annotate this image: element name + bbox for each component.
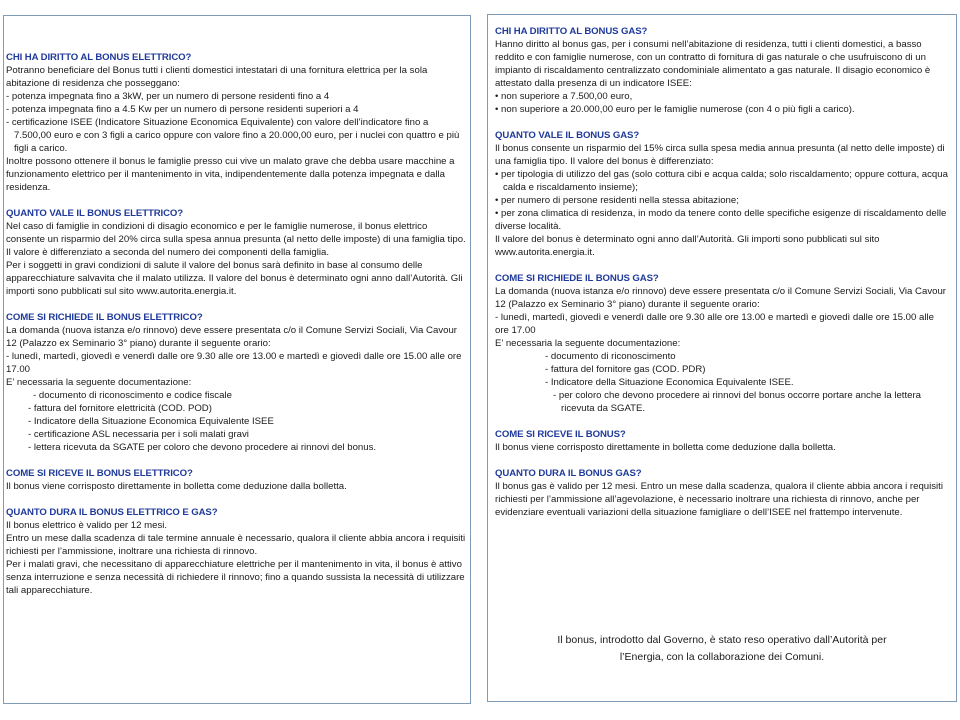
paragraph: Il bonus consente un risparmio del 15% circa sulla spesa media annua presunta (al netto delle imposte) di una famiglia tipo. Il valore del bonus è differenziato: xyxy=(495,143,945,167)
section-duration-gas xyxy=(495,467,948,519)
doc-item: - Indicatore della Situazione Economica Equivalente ISEE xyxy=(28,416,274,427)
left-panel xyxy=(3,15,471,704)
doc-item: - lettera ricevuta da SGATE per coloro che devono procedere ai rinnovi del bonus. xyxy=(28,442,377,453)
section-value-electric xyxy=(6,207,468,298)
heading-duration-gas: QUANTO DURA IL BONUS GAS? xyxy=(495,468,642,479)
section-request-electric xyxy=(6,311,468,454)
list-item: - potenza impegnata fino a 4.5 Kw per un numero di persone residenti superiori a 4 xyxy=(6,104,359,115)
doc-item: - fattura del fornitore elettricità (COD. POD) xyxy=(28,403,212,414)
list-item: - potenza impegnata fino a 3kW, per un numero di persone residenti fino a 4 xyxy=(6,91,330,102)
paragraph: Nel caso di famiglie in condizioni di disagio economico e per le famiglie numerose, il bonus elettrico consente un risparmio del 20% circa sulla spesa annua presunta (al netto delle imposte) di una famiglia tipo. xyxy=(6,221,466,245)
paragraph: Hanno diritto al bonus gas, per i consumi nell’abitazione di residenza, tutti i clienti domestici, a basso reddito e con famiglie numerose, con un contratto di fornitura di gas naturale o che usufruiscono di un impianto di riscaldamento centralizzato condominiale alimentato a gas naturale. Il disagio economico è attestato dalla presenza di un indicatore ISEE: xyxy=(495,39,931,89)
bullet-item: • non superiore a 7.500,00 euro, xyxy=(495,91,633,102)
paragraph: Il bonus gas è valido per 12 mesi. Entro un mese dalla scadenza, qualora il cliente abbia ancora i requisiti richiesti per l’ammissione all’agevolazione, è necessario inoltrare una richiesta di rinnovo, anche per evidenziare eventuali variazioni della situazione famigliare o dell’ISEE nel frattempo intervenute. xyxy=(495,481,943,518)
paragraph: Entro un mese dalla scadenza di tale termine annuale è necessario, qualora il cliente abbia ancora i requisiti richiesti per l’ammissione, inoltrare una richiesta di rinnovo. xyxy=(6,533,466,557)
section-receive-gas xyxy=(495,428,948,454)
heading-request-electric: COME SI RICHIEDE IL BONUS ELETTRICO? xyxy=(6,312,203,323)
doc-item-text: - per coloro che devono procedere ai rinnovi del bonus occorre portare anche la lettera ricevuta da SGATE. xyxy=(553,390,921,414)
paragraph: La domanda (nuova istanza e/o rinnovo) deve essere presentata c/o il Comune Servizi Sociali, Via Cavour 12 (Palazzo ex Seminario 3° piano) durante il seguente orario: xyxy=(495,286,946,310)
paragraph: Il valore del bonus è determinato ogni anno dall’Autorità. Gli importi sono pubblicati sul sito www.autorita.energia.it. xyxy=(495,234,880,258)
paragraph: E’ necessaria la seguente documentazione: xyxy=(6,377,192,388)
heading-duration-electric-gas: QUANTO DURA IL BONUS ELETTRICO E GAS? xyxy=(6,507,218,518)
paragraph: Potranno beneficiare del Bonus tutti i clienti domestici intestatari di una fornitura elettrica per la sola abitazione di residenza che posseggano: xyxy=(6,65,428,89)
section-value-gas xyxy=(495,129,948,259)
paragraph: Il bonus elettrico è valido per 12 mesi. xyxy=(6,520,168,531)
paragraph: Il valore è differenziato a seconda del numero dei componenti della famiglia. xyxy=(6,247,330,258)
paragraph: Il bonus viene corrisposto direttamente in bolletta come deduzione dalla bolletta. xyxy=(495,442,836,453)
heading-receive-electric: COME SI RICEVE IL BONUS ELETTRICO? xyxy=(6,468,193,479)
right-panel xyxy=(487,14,957,702)
heading-value-gas: QUANTO VALE IL BONUS GAS? xyxy=(495,130,640,141)
doc-item: - fattura del fornitore gas (COD. PDR) xyxy=(545,364,706,375)
paragraph: - lunedì, martedì, giovedì e venerdì dalle ore 9.30 alle ore 13.00 e martedì e giovedì dalle ore 15.00 alle ore 17.00 xyxy=(6,351,462,375)
section-receive-electric xyxy=(6,467,468,493)
bullet-item: • non superiore a 20.000,00 euro per le famiglie numerose (con 4 o più figli a carico). xyxy=(495,104,855,115)
heading-receive-gas: COME SI RICEVE IL BONUS? xyxy=(495,429,626,440)
section-who-electric xyxy=(6,51,468,194)
doc-item: - certificazione ASL necessaria per i soli malati gravi xyxy=(28,429,249,440)
section-duration-electric-gas xyxy=(6,506,468,597)
paragraph: E’ necessaria la seguente documentazione: xyxy=(495,338,681,349)
paragraph: Per i soggetti in gravi condizioni di salute il valore del bonus sarà definito in base al consumo delle apparecchiature salvavita che il malato utilizza. Il valore del bonus è determinato ogni anno dall’Autorità. Gli importi sono pubblicati sul sito www.autorita.energia.it. xyxy=(6,260,463,297)
doc-item: - documento di riconoscimento xyxy=(545,351,676,362)
section-request-gas xyxy=(495,272,948,415)
heading-request-gas: COME SI RICHIEDE IL BONUS GAS? xyxy=(495,273,659,284)
doc-item xyxy=(495,389,948,415)
doc-item: - Indicatore della Situazione Economica Equivalente ISEE. xyxy=(545,377,794,388)
doc-item: - documento di riconoscimento e codice fiscale xyxy=(33,390,232,401)
footer-note: Il bonus, introdotto dal Governo, è stato reso operativo dall’Autorità per l’Energia, con la collaborazione dei Comuni. xyxy=(557,634,887,663)
heading-who-gas: CHI HA DIRITTO AL BONUS GAS? xyxy=(495,26,648,37)
heading-who-electric: CHI HA DIRITTO AL BONUS ELETTRICO? xyxy=(6,52,192,63)
bullet-item: • per zona climatica di residenza, in modo da tenere conto delle specifiche esigenze di riscaldamento delle diverse località. xyxy=(495,208,947,232)
paragraph: La domanda (nuova istanza e/o rinnovo) deve essere presentata c/o il Comune Servizi Sociali, Via Cavour 12 (Palazzo ex Seminario 3° piano) durante il seguente orario: xyxy=(6,325,457,349)
paragraph: Il bonus viene corrisposto direttamente in bolletta come deduzione dalla bolletta. xyxy=(6,481,347,492)
heading-value-electric: QUANTO VALE IL BONUS ELETTRICO? xyxy=(6,208,184,219)
bullet-item: • per tipologia di utilizzo del gas (solo cottura cibi e acqua calda; solo riscaldamento; oppure cottura, acqua calda e riscaldamento insieme); xyxy=(495,169,948,193)
paragraph: Per i malati gravi, che necessitano di apparecchiature elettriche per il mantenimento in vita, il bonus è attivo senza interruzione e senza necessità di richiedere il rinnovo; fino a quando sussista la necessità di utilizzare tali apparecchiature. xyxy=(6,559,465,596)
paragraph: Inoltre possono ottenere il bonus le famiglie presso cui vive un malato grave che debba usare macchine a funzionamento elettrico per il mantenimento in vita, indipendentemente dalla potenza impegnata e dalla residenza. xyxy=(6,156,455,193)
bullet-item: • per numero di persone residenti nella stessa abitazione; xyxy=(495,195,739,206)
section-who-gas xyxy=(495,25,948,116)
list-item: - certificazione ISEE (Indicatore Situazione Economica Equivalente) con valore dell’indicatore fino a 7.500,00 euro e con 3 figli a carico oppure con valore fino a 20.000,00 euro, per i nuclei con quattro e più figli a carico. xyxy=(6,117,460,154)
paragraph: - lunedì, martedì, giovedì e venerdì dalle ore 9.30 alle ore 13.00 e martedì e giovedì dalle ore 15.00 alle ore 17.00 xyxy=(495,312,934,336)
